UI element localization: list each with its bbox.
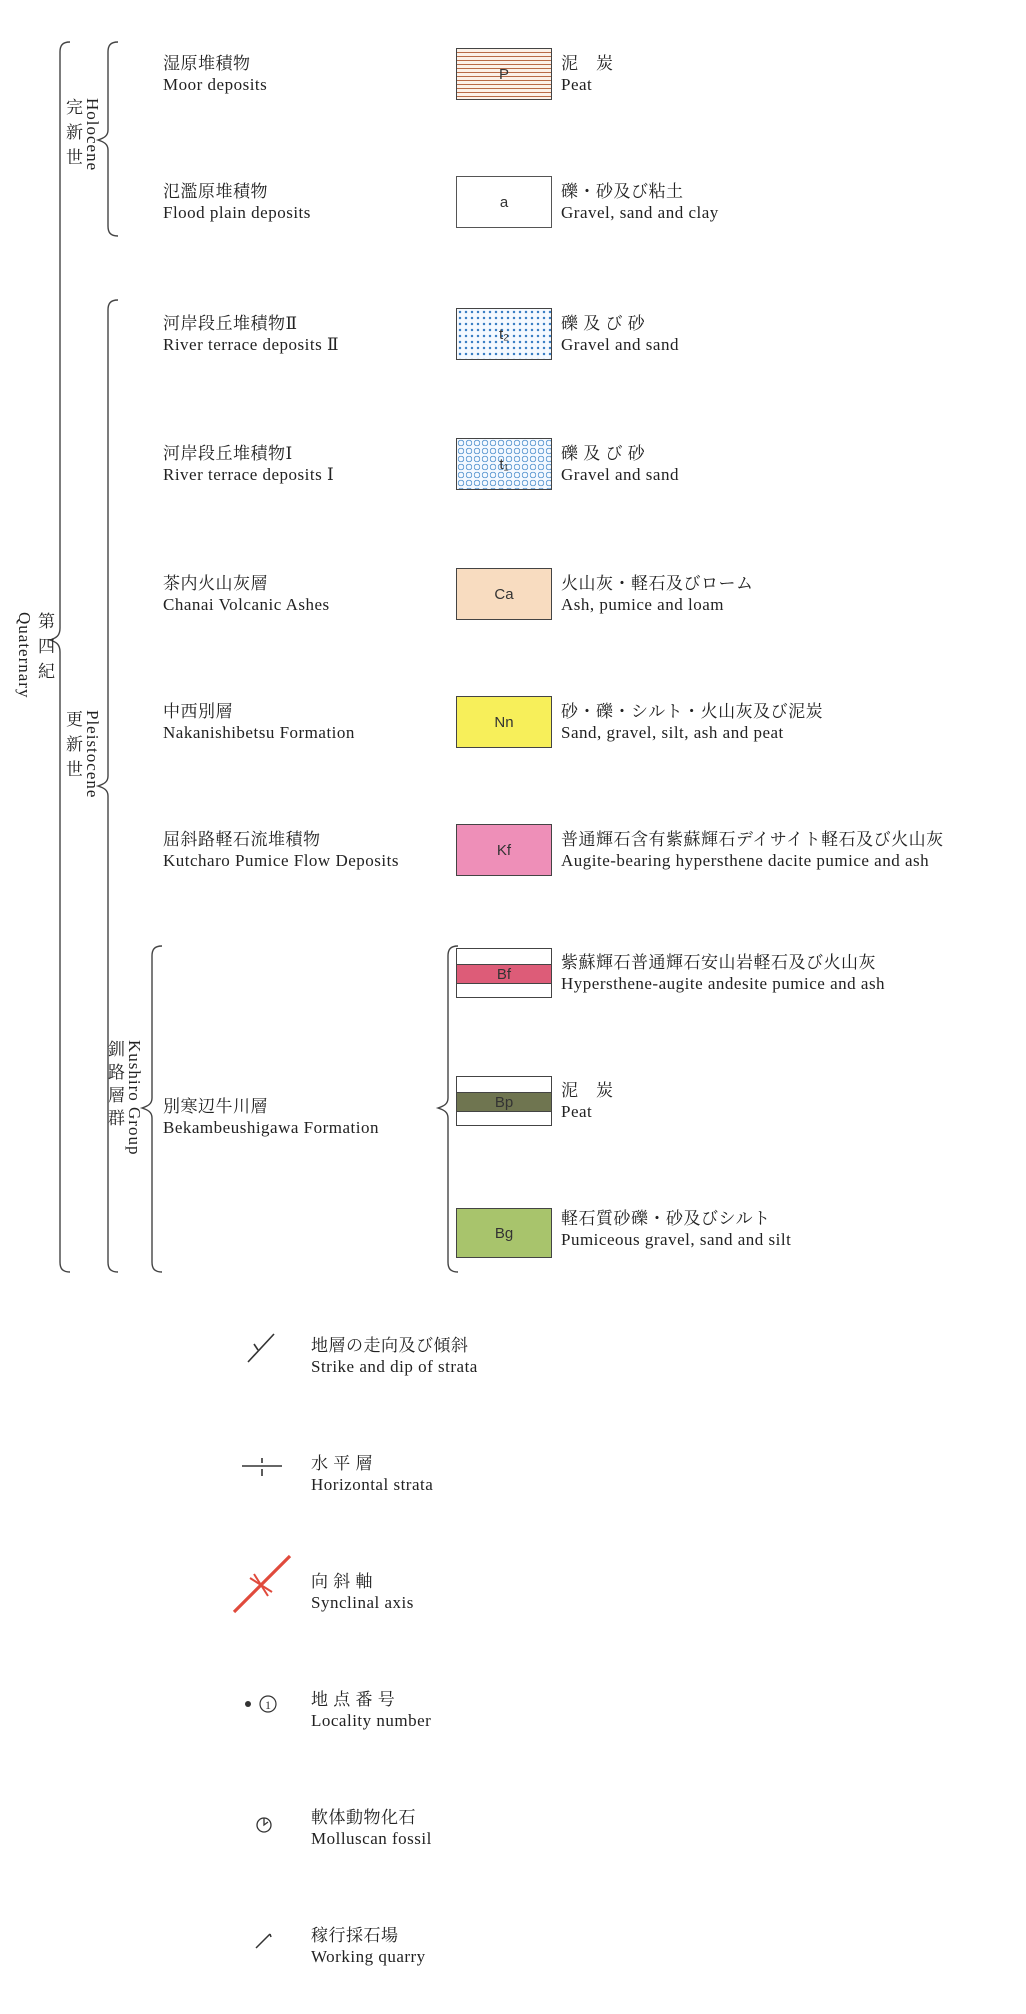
member-desc-en: Peat (561, 1102, 593, 1121)
member-desc (561, 1080, 614, 1122)
pleistocene-en: Pleistocene (83, 710, 102, 799)
holocene-label (62, 98, 102, 173)
member-desc-en: Pumiceous gravel, sand and silt (561, 1230, 792, 1249)
member-desc (561, 1208, 791, 1250)
unit-desc-en: Gravel and sand (561, 335, 679, 354)
kushiro-bracket (142, 946, 162, 1272)
unit-symbol: t₂ (499, 325, 509, 343)
unit-desc-en: Gravel, sand and clay (561, 203, 719, 222)
symbol-label (311, 1453, 433, 1495)
symbol-label (311, 1689, 431, 1731)
kushiro-en: Kushiro Group (125, 1040, 144, 1156)
symbol-label-ja: 軟体動物化石 (311, 1808, 416, 1827)
holocene-ja: 完新世 (63, 98, 82, 173)
unit-symbol: Ca (494, 585, 514, 603)
symbol-label-en: Locality number (311, 1711, 432, 1730)
unit-swatch (456, 824, 552, 876)
symbol-label-ja: 地層の走向及び傾斜 (311, 1336, 469, 1355)
member-symbol: Bg (494, 1224, 514, 1242)
unit-name-en: River terrace deposits Ⅱ (163, 335, 340, 354)
symbol-label-en: Synclinal axis (311, 1593, 414, 1612)
unit-desc (561, 829, 944, 871)
working-quarry-icon (250, 1926, 278, 1959)
unit-name-ja: 湿原堆積物 (163, 54, 251, 73)
unit-name-en: River terrace deposits Ⅰ (163, 465, 335, 484)
unit-desc (561, 313, 679, 355)
unit-desc-ja: 礫 及 び 砂 (561, 314, 646, 333)
svg-text:1: 1 (265, 1698, 271, 1712)
member-desc-ja: 軽石質砂礫・砂及びシルト (561, 1209, 771, 1228)
quaternary-label: 第四紀 (35, 612, 54, 687)
unit-symbol: t₁ (499, 455, 509, 473)
bekambe-bracket (438, 946, 458, 1272)
unit-name-ja: 屈斜路軽石流堆積物 (163, 830, 321, 849)
unit-name-ja: 中西別層 (163, 702, 233, 721)
bekambe-name-en: Bekambeushigawa Formation (163, 1118, 379, 1137)
unit-swatch (456, 696, 552, 748)
bekambe-name-ja: 別寒辺牛川層 (163, 1097, 268, 1116)
unit-symbol: Nn (494, 713, 514, 731)
synclinal-axis-icon (230, 1552, 294, 1621)
unit-symbol: P (498, 65, 509, 83)
unit-name (163, 573, 330, 615)
unit-desc-en: Augite-bearing hypersthene dacite pumice and ash (561, 851, 930, 870)
unit-desc-en: Ash, pumice and loam (561, 595, 724, 614)
unit-desc (561, 573, 754, 615)
kushiro-ja: 釧路層群 (105, 1040, 124, 1132)
unit-symbol: Kf (496, 841, 512, 859)
strike-dip-icon (242, 1328, 282, 1373)
unit-desc-ja: 礫・砂及び粘土 (561, 182, 684, 201)
unit-swatch (456, 308, 552, 360)
unit-name (163, 313, 339, 355)
quaternary-label-2 (14, 612, 34, 698)
unit-desc (561, 181, 719, 223)
symbol-label-en: Strike and dip of strata (311, 1357, 478, 1376)
molluscan-fossil-icon (250, 1810, 278, 1843)
unit-swatch (456, 438, 552, 490)
unit-name-en: Nakanishibetsu Formation (163, 723, 355, 742)
holocene-en: Holocene (83, 98, 102, 172)
unit-name-ja: 河岸段丘堆積物Ⅱ (163, 314, 298, 333)
pleistocene-label (62, 710, 102, 798)
unit-desc (561, 53, 614, 95)
unit-name-ja: 氾濫原堆積物 (163, 182, 268, 201)
unit-desc-en: Peat (561, 75, 593, 94)
unit-desc-ja: 砂・礫・シルト・火山灰及び泥炭 (561, 702, 824, 721)
symbol-label-en: Molluscan fossil (311, 1829, 432, 1848)
member-swatch (456, 964, 552, 984)
unit-name (163, 829, 399, 871)
unit-name (163, 443, 334, 485)
unit-swatch (456, 176, 552, 228)
unit-name-en: Kutcharo Pumice Flow Deposits (163, 851, 399, 870)
unit-name (163, 181, 311, 223)
unit-desc (561, 701, 823, 743)
member-symbol: Bp (494, 1093, 514, 1111)
symbol-label-ja: 水 平 層 (311, 1454, 373, 1473)
member-swatch (456, 1092, 552, 1112)
symbol-label-en: Horizontal strata (311, 1475, 434, 1494)
unit-name-en: Moor deposits (163, 75, 268, 94)
unit-name (163, 53, 267, 95)
unit-name-ja: 河岸段丘堆積物Ⅰ (163, 444, 293, 463)
unit-desc (561, 443, 679, 485)
unit-desc-en: Sand, gravel, silt, ash and peat (561, 723, 784, 742)
symbol-label (311, 1807, 432, 1849)
member-desc-en: Hypersthene-augite andesite pumice and ash (561, 974, 886, 993)
kushiro-label (104, 1040, 144, 1155)
quaternary-en: Quaternary (15, 612, 34, 699)
symbol-label-ja: 稼行採石場 (311, 1926, 399, 1945)
symbol-label-ja: 向 斜 軸 (311, 1572, 373, 1591)
unit-swatch (456, 48, 552, 100)
pleistocene-ja: 更新世 (63, 710, 82, 785)
unit-desc-en: Gravel and sand (561, 465, 679, 484)
unit-desc-ja: 火山灰・軽石及びローム (561, 574, 754, 593)
locality-number-icon (242, 1690, 282, 1723)
horizontal-strata-icon (240, 1446, 284, 1491)
unit-desc-ja: 普通輝石含有紫蘇輝石デイサイト軽石及び火山灰 (561, 830, 944, 849)
symbol-label (311, 1925, 426, 1967)
unit-swatch (456, 568, 552, 620)
member-desc-ja: 泥 炭 (561, 1081, 614, 1100)
unit-symbol: a (499, 193, 509, 211)
symbol-label-ja: 地 点 番 号 (311, 1690, 396, 1709)
member-swatch (456, 1208, 552, 1258)
symbol-label-en: Working quarry (311, 1947, 426, 1966)
unit-desc-ja: 泥 炭 (561, 54, 614, 73)
member-symbol: Bf (496, 965, 512, 983)
member-desc (561, 952, 885, 994)
unit-name-en: Flood plain deposits (163, 203, 311, 222)
bekambe-name (163, 1096, 379, 1138)
unit-desc-ja: 礫 及 び 砂 (561, 444, 646, 463)
symbol-label (311, 1571, 414, 1613)
unit-name-en: Chanai Volcanic Ashes (163, 595, 330, 614)
member-desc-ja: 紫蘇輝石普通輝石安山岩軽石及び火山灰 (561, 953, 876, 972)
unit-name-ja: 茶内火山灰層 (163, 574, 268, 593)
symbol-label (311, 1335, 478, 1377)
unit-name (163, 701, 355, 743)
